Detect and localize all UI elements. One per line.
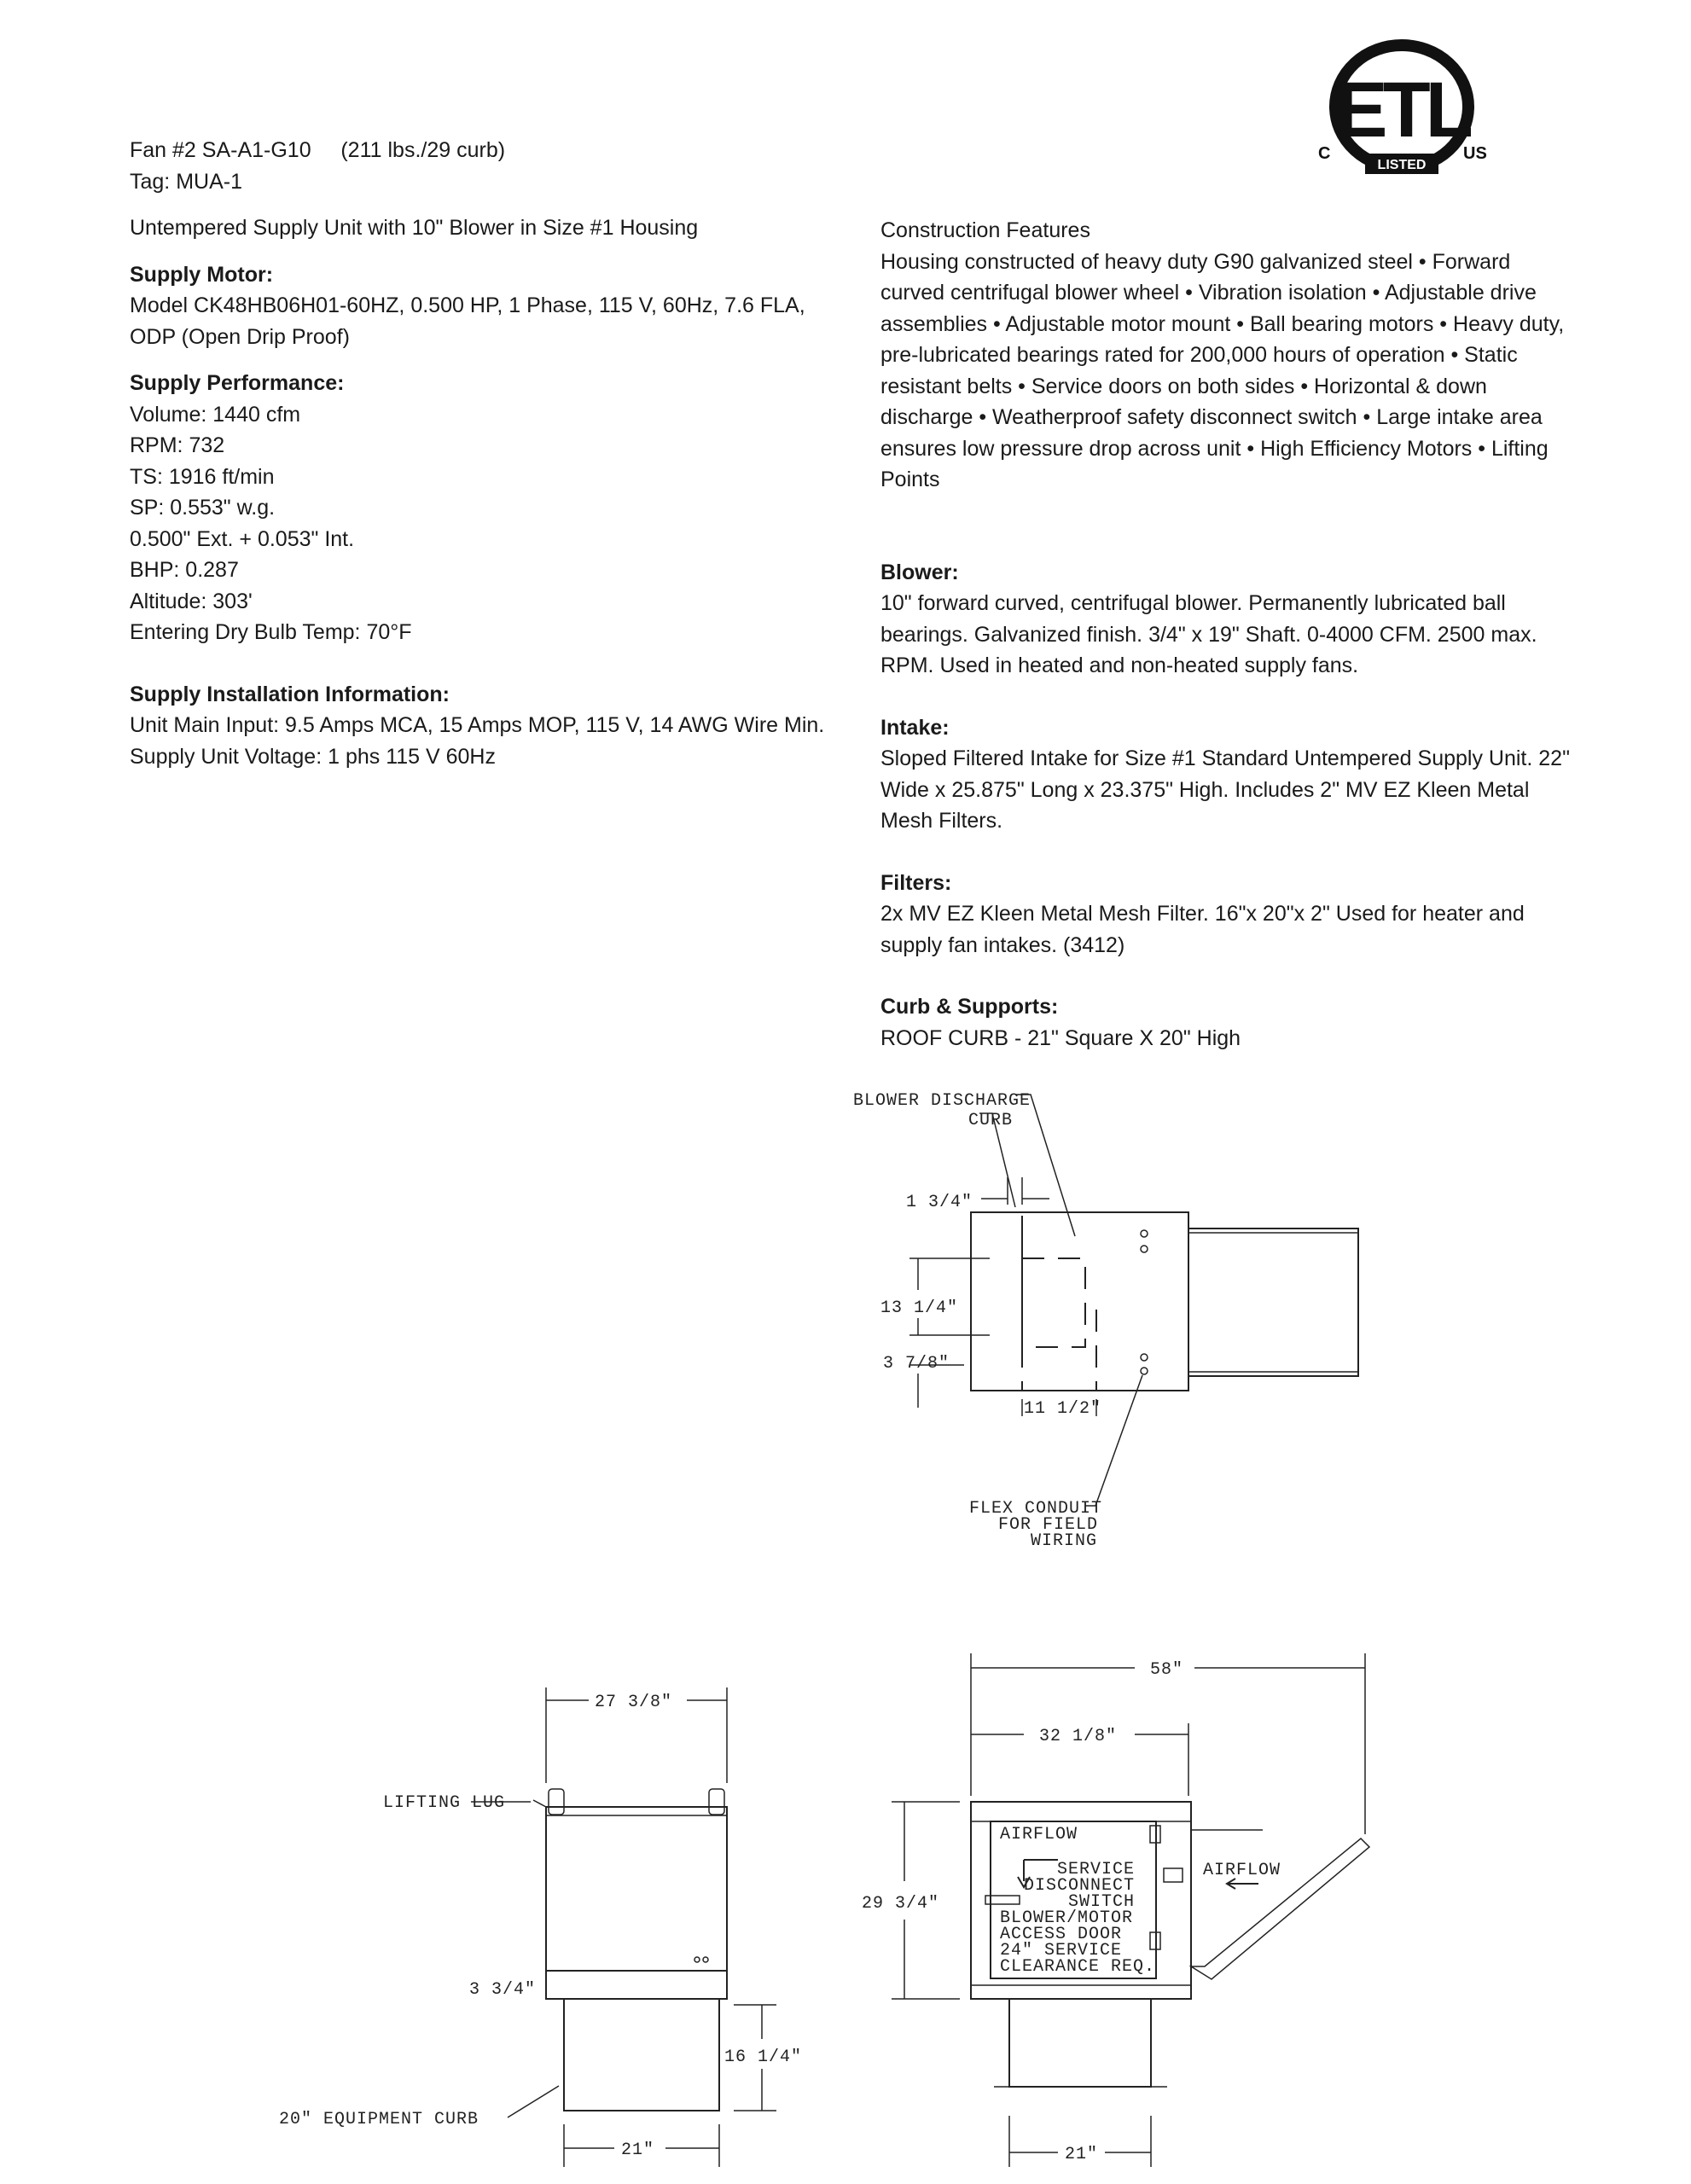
label-service: SERVICE bbox=[1056, 1860, 1135, 1879]
dim-32-1-8: 32 1/8" bbox=[1039, 1727, 1118, 1746]
dim-11-1-2: 11 1/2" bbox=[1024, 1399, 1102, 1419]
etl-logo-text: ETL bbox=[1335, 67, 1468, 154]
construction-heading: Construction Features bbox=[880, 218, 1090, 242]
fan-model: Fan #2 SA-A1-G10 bbox=[130, 138, 311, 162]
supply-performance-heading: Supply Performance: bbox=[130, 371, 345, 395]
filters-heading: Filters: bbox=[880, 870, 952, 895]
perf-line: Entering Dry Bulb Temp: 70°F bbox=[130, 620, 412, 644]
perf-line: SP: 0.553" w.g. bbox=[130, 496, 276, 520]
dim-27-3-8: 27 3/8" bbox=[595, 1693, 673, 1712]
label-lifting-lug: LIFTING LUG bbox=[383, 1793, 506, 1813]
label-disconnect: DISCONNECT bbox=[1023, 1876, 1135, 1896]
fan-weight: (211 lbs./29 curb) bbox=[340, 138, 506, 162]
dim-58: 58" bbox=[1150, 1660, 1184, 1680]
label-blower-discharge: BLOWER DISCHARGE bbox=[853, 1091, 1031, 1111]
installation-main-input: Unit Main Input: 9.5 Amps MCA, 15 Amps MOP, 115 V, 14 AWG Wire Min. bbox=[130, 713, 825, 737]
dim-13-1-4: 13 1/4" bbox=[880, 1298, 959, 1318]
label-blower-motor: BLOWER/MOTOR bbox=[1000, 1908, 1134, 1928]
perf-line: 0.500" Ext. + 0.053" Int. bbox=[130, 526, 355, 551]
side-view-drawing bbox=[279, 1687, 802, 2167]
dim-3-3-4: 3 3/4" bbox=[469, 1980, 537, 2000]
dim-1-3-4: 1 3/4" bbox=[906, 1193, 973, 1212]
label-access-door: ACCESS DOOR bbox=[1000, 1925, 1123, 1944]
label-for-field: FOR FIELD bbox=[998, 1515, 1099, 1535]
curb-text: ROOF CURB - 21" Square X 20" High bbox=[880, 1025, 1241, 1050]
label-flex-conduit: FLEX CONDUIT bbox=[969, 1499, 1103, 1519]
intake-heading: Intake: bbox=[880, 715, 950, 740]
dim-29-3-4: 29 3/4" bbox=[862, 1894, 940, 1914]
installation-heading: Supply Installation Information: bbox=[130, 682, 450, 706]
construction-text: Housing constructed of heavy duty G90 galvanized steel • Forward curved centrifugal blower wheel • Vibration isolation • Adjustable drive assemblies • Adjustable motor mount • Ball bearing motors • Heavy duty, pre-lubricated bearings rated for 200,000 hours of operation • Static resistant belts • Service doors on both sides • Horizontal & down discharge • Weatherproof safety disconnect switch • Large intake area ensures low pressure drop across unit • High Efficiency Motors • Lifting Points bbox=[880, 249, 1565, 491]
label-equipment-curb: 20" EQUIPMENT CURB bbox=[279, 2110, 479, 2129]
blower-heading: Blower: bbox=[880, 560, 959, 584]
installation-voltage: Supply Unit Voltage: 1 phs 115 V 60Hz bbox=[130, 744, 496, 769]
perf-line: BHP: 0.287 bbox=[130, 558, 239, 582]
dim-3-7-8: 3 7/8" bbox=[883, 1354, 950, 1374]
etl-logo-c: C bbox=[1318, 144, 1331, 163]
blower-text: 10" forward curved, centrifugal blower. Permanently lubricated ball bearings. Galvanized finish. 3/4" x 19" Shaft. 0-4000 CFM. 2500 max. RPM. Used in heated and non-heated supply fans. bbox=[880, 591, 1537, 677]
dim-21-front: 21" bbox=[1065, 2145, 1099, 2164]
intake-text: Sloped Filtered Intake for Size #1 Standard Untempered Supply Unit. 22" Wide x 25.875" Long x 23.375" High. Includes 2" MV EZ Kleen Metal Mesh Filters. bbox=[880, 746, 1570, 833]
etl-logo-listed: LISTED bbox=[1377, 158, 1427, 172]
fan-tag: Tag: MUA-1 bbox=[130, 169, 242, 194]
perf-line: Altitude: 303' bbox=[130, 589, 253, 613]
front-view-drawing bbox=[862, 1653, 1369, 2167]
dim-16-1-4: 16 1/4" bbox=[724, 2048, 803, 2067]
supply-motor-text: Model CK48HB06H01-60HZ, 0.500 HP, 1 Phase, 115 V, 60Hz, 7.6 FLA, ODP (Open Drip Proof) bbox=[130, 293, 805, 349]
filters-text: 2x MV EZ Kleen Metal Mesh Filter. 16"x 20"x 2" Used for heater and supply fan intakes. (3412) bbox=[880, 902, 1525, 957]
perf-line: Volume: 1440 cfm bbox=[130, 402, 301, 427]
etl-logo bbox=[1318, 45, 1487, 174]
dim-21-side: 21" bbox=[621, 2140, 655, 2160]
etl-logo-us: US bbox=[1463, 144, 1487, 163]
perf-line: RPM: 732 bbox=[130, 433, 225, 457]
label-wiring: WIRING bbox=[1031, 1531, 1098, 1551]
top-view-drawing bbox=[853, 1091, 1358, 1551]
curb-heading: Curb & Supports: bbox=[880, 995, 1059, 1019]
label-switch: SWITCH bbox=[1067, 1892, 1135, 1912]
label-airflow-intake: AIRFLOW bbox=[1203, 1861, 1281, 1880]
label-service-clearance: 24" SERVICE bbox=[1000, 1941, 1123, 1960]
perf-line: TS: 1916 ft/min bbox=[130, 464, 275, 489]
supply-motor-heading: Supply Motor: bbox=[130, 262, 274, 287]
label-airflow-door: AIRFLOW bbox=[1000, 1825, 1078, 1844]
unit-description: Untempered Supply Unit with 10" Blower in Size #1 Housing bbox=[130, 216, 699, 240]
label-clearance-req: CLEARANCE REQ. bbox=[1000, 1957, 1156, 1977]
label-curb: CURB bbox=[968, 1111, 1014, 1130]
